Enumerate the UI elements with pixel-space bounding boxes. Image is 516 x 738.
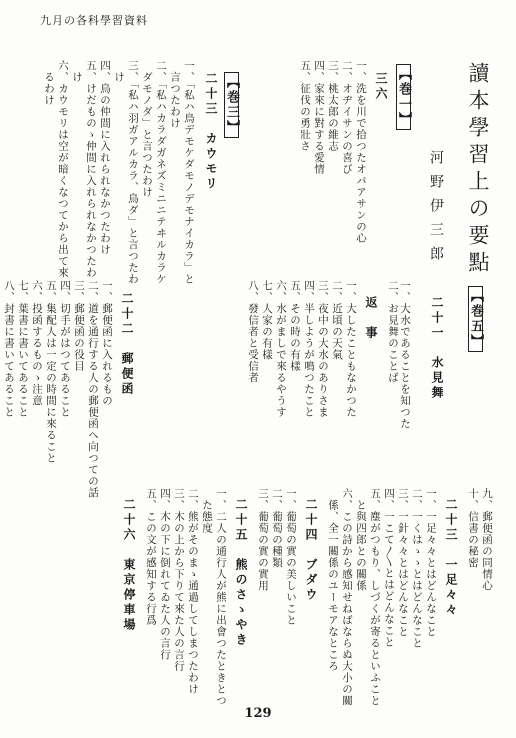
list-item: 二、「私ハカラダガネズミニニテヰルカラケ: [155, 60, 167, 285]
section-heading: 二十三 一足々々: [444, 498, 458, 618]
list-item: 三、桃太郎の維志: [327, 60, 339, 152]
list-item: 二、オヂイサンの喜び: [341, 60, 353, 175]
list-item: 五、この文が感知する行爲: [145, 488, 157, 626]
volume-heading: 【巻三】: [224, 72, 239, 138]
list-item: 三、「私ハ羽ガアルカラ、鳥ダ」と言つたわ: [127, 60, 139, 285]
author-name: 河野伊三郎: [428, 150, 444, 270]
section-heading: 返 事: [364, 296, 378, 341]
list-item: と與四郎との關係: [355, 488, 367, 592]
list-item: 係、全一關係のユーモアなところ: [327, 488, 339, 672]
list-item: 五、その時の有樣: [289, 280, 301, 372]
list-item: 三、郵便函の役目: [73, 280, 85, 372]
list-item: 四、鳥の仲間に入れられなかつたわけ: [99, 60, 111, 256]
list-item: 二、一くはゝゝとはどんなこと: [411, 488, 423, 649]
list-item: 二、道を通行する人の郵便函へ向つての話: [87, 280, 99, 499]
list-item: 三、木の上から下りて來た人の言行: [173, 488, 185, 672]
list-item: け: [71, 60, 83, 83]
running-head: 九月の各科學習資料: [40, 14, 148, 27]
list-item: 二、近頃の天氣: [331, 280, 343, 361]
volume-heading: 【巻一】: [396, 64, 411, 130]
page-number: 129: [244, 706, 272, 721]
list-item: 六、カウモリは空が暗くなつてから出て來: [57, 60, 69, 279]
list-item: 八、發信者と受信者: [247, 280, 259, 384]
volume-heading: 【巻五】: [468, 286, 483, 352]
section-heading: 二十三 カウモリ: [204, 72, 218, 192]
list-item: 六、この詩から感知せねばならぬ大小の關: [341, 488, 353, 707]
list-item: 五、けだものゝ仲間に入れられなかつたわ: [85, 60, 97, 279]
list-item: 二、熊がそのまゝ通過してしまつたわけ: [187, 488, 199, 695]
list-item: 一、洗を川で拾つたオバアサンの心: [355, 60, 367, 244]
list-item: 四、切手がはつてあること: [59, 280, 71, 418]
list-item: た態度: [201, 488, 213, 534]
section-heading: 二十二 郵便函: [120, 292, 134, 397]
list-item: 五、征伐の勇壯さ: [299, 60, 311, 152]
list-item: 四、一こて〳〵とはどんなこと: [383, 488, 395, 648]
list-item: 言つたわけ: [169, 60, 181, 129]
list-item: 一、大したこともなかつた: [345, 280, 357, 418]
list-item: るわけ: [43, 60, 55, 106]
list-item: 一、一足々々とはどんなこと: [425, 488, 437, 638]
list-item: 五、集配人は一定の時間に來ること: [45, 280, 57, 464]
section-heading: 二十五 熊のさゝやき: [234, 498, 248, 648]
list-item: 一、葡萄の實の美しいこと: [285, 488, 297, 626]
list-item: 六、投函するものゝ注意: [31, 280, 43, 407]
list-item: 三、夜中の大水のありさま: [317, 280, 329, 418]
list-item: 一、郵便函に入れるもの: [101, 280, 113, 407]
list-item: ダモノダ」と言つたわけ: [141, 60, 153, 198]
section-heading: 二十四 ブダウ: [304, 498, 318, 603]
list-item: 三、一針々々とはどんなこと: [397, 488, 409, 638]
list-item: け: [113, 60, 125, 83]
list-item: 三、葡萄の實の實用: [257, 488, 269, 592]
list-item: 七、人家の有樣: [261, 280, 273, 361]
list-item: 六、水がましで來るやうす: [275, 280, 287, 418]
list-item: 十、信書の秘密: [467, 488, 479, 569]
list-item: 九、郵便函の同情心: [481, 488, 493, 592]
list-item: 四、半しようが鳴つたこと: [303, 280, 315, 418]
list-item: 一、大水であることを知つた: [399, 280, 411, 430]
list-item: 一、二人の通行人が熊に出會つたときとつ: [215, 488, 227, 707]
list-item: 五、塵がつもり、しづくが寄るといふこと: [369, 488, 381, 707]
list-item: 七、葉書に書いてあること: [17, 280, 29, 418]
list-item: 四、家來に對する愛情: [313, 60, 325, 175]
list-item: 一、「私ハ鳥デモケダモノデモナイカラ」と: [183, 60, 195, 285]
section-heading: 三六: [374, 72, 388, 102]
list-item: 二、葡萄の種類: [271, 488, 283, 569]
list-item: 四、木の下に倒れてゐた人の言行: [159, 488, 171, 661]
article-title: 讀本學習上の要點: [466, 62, 490, 278]
list-item: 八、封書に書いてあること: [3, 280, 15, 418]
section-heading: 二十一 水見舞: [430, 296, 444, 401]
list-item: 二、お見舞のことば: [387, 280, 399, 384]
section-heading: 二十六 東京停車場: [122, 498, 136, 633]
